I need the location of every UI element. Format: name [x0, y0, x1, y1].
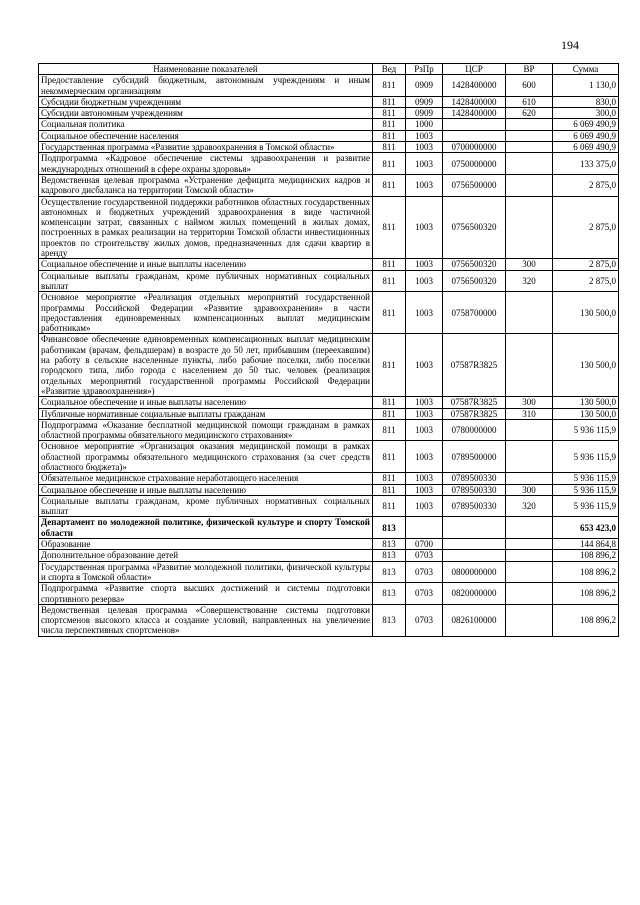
header-rzpr: РзПр — [406, 64, 443, 75]
row-name: Социальное обеспечение и иные выплаты населению — [39, 259, 373, 270]
table-row — [39, 397, 619, 408]
row-name: Финансовое обеспечение единовременных компенсационных выплат медицинским работникам (врачам, фельдшерам) в возрасте до 50 лет, прибывшим (переехавшим) на работу в сельские населенные пункты, либо рабочие поселки, либо поселки городского типа, либо города с населением до 50 тыс. человек (реализация отдельных мероприятий государственной программы Российской Федерации «Развитие здравоохранения») — [39, 334, 373, 397]
row-name: Обязательное медицинское страхование неработающего населения — [39, 473, 373, 484]
table-row — [39, 441, 619, 473]
row-ved: 811 — [373, 397, 406, 408]
row-sum: 130 500,0 — [553, 292, 619, 334]
row-name: Социальное обеспечение и иные выплаты населению — [39, 397, 373, 408]
row-name: Подпрограмма «Развитие спорта высших достижений и системы подготовки спортивного резерва» — [39, 583, 373, 605]
row-name: Социальная политика — [39, 119, 373, 130]
row-rzpr: 1003 — [406, 130, 443, 141]
row-vr — [506, 550, 553, 561]
row-rzpr: 1000 — [406, 119, 443, 130]
row-sum: 1 130,0 — [553, 75, 619, 97]
row-ved: 811 — [373, 473, 406, 484]
row-rzpr: 1003 — [406, 419, 443, 441]
row-sum: 130 500,0 — [553, 397, 619, 408]
budget-table — [38, 63, 619, 637]
table-row — [39, 583, 619, 605]
row-rzpr: 1003 — [406, 153, 443, 175]
row-vr — [506, 539, 553, 550]
row-rzpr: 0703 — [406, 550, 443, 561]
row-sum: 830,0 — [553, 96, 619, 107]
row-vr — [506, 441, 553, 473]
row-name: Социальные выплаты гражданам, кроме публичных нормативных социальных выплат — [39, 270, 373, 292]
table-row — [39, 550, 619, 561]
row-csr: 0789500000 — [443, 441, 506, 473]
row-rzpr: 1003 — [406, 334, 443, 397]
row-csr: 0789500330 — [443, 473, 506, 484]
row-csr: 1428400000 — [443, 108, 506, 119]
row-name: Осуществление государственной поддержки работников областных государственных автономных и бюджетных учреждений здравоохранения в виде частичной компенсации затрат, связанных с наймом жилых помещений в жилых домах, построенных в рамках реализации на территории Томской области инвестиционных проектов по строительству жилых домов, предназначенных для сдачи квартир в аренду — [39, 196, 373, 259]
row-vr — [506, 174, 553, 196]
row-vr — [506, 196, 553, 259]
row-sum: 108 896,2 — [553, 583, 619, 605]
row-name: Ведомственная целевая программа «Совершенствование системы подготовки спортсменов высокого класса и создание условий, направленных на увеличение числа перспективных спортсменов» — [39, 604, 373, 636]
row-sum: 6 069 490,9 — [553, 142, 619, 153]
row-vr: 320 — [506, 495, 553, 517]
row-ved: 811 — [373, 270, 406, 292]
row-csr: 07587R3825 — [443, 334, 506, 397]
row-rzpr — [406, 517, 443, 539]
row-vr: 300 — [506, 484, 553, 495]
row-sum: 108 896,2 — [553, 550, 619, 561]
row-sum: 2 875,0 — [553, 196, 619, 259]
row-name: Государственная программа «Развитие здравоохранения в Томской области» — [39, 142, 373, 153]
table-row — [39, 75, 619, 97]
row-name: Субсидии автономным учреждениям — [39, 108, 373, 119]
row-csr: 1428400000 — [443, 96, 506, 107]
row-ved: 811 — [373, 408, 406, 419]
row-vr — [506, 473, 553, 484]
row-ved: 811 — [373, 108, 406, 119]
row-ved: 813 — [373, 550, 406, 561]
row-ved: 811 — [373, 259, 406, 270]
row-rzpr: 0909 — [406, 75, 443, 97]
row-sum: 108 896,2 — [553, 561, 619, 583]
row-ved: 811 — [373, 196, 406, 259]
row-sum: 133 375,0 — [553, 153, 619, 175]
row-sum: 6 069 490,9 — [553, 130, 619, 141]
row-rzpr: 1003 — [406, 196, 443, 259]
row-vr: 310 — [506, 408, 553, 419]
row-name: Социальное обеспечение населения — [39, 130, 373, 141]
table-row — [39, 495, 619, 517]
row-rzpr: 1003 — [406, 397, 443, 408]
table-row — [39, 119, 619, 130]
row-name: Субсидии бюджетным учреждениям — [39, 96, 373, 107]
row-csr: 0820000000 — [443, 583, 506, 605]
row-sum: 5 936 115,9 — [553, 484, 619, 495]
row-csr — [443, 539, 506, 550]
header-vr: ВР — [506, 64, 553, 75]
row-rzpr: 1003 — [406, 473, 443, 484]
row-vr — [506, 119, 553, 130]
row-ved: 811 — [373, 334, 406, 397]
row-ved: 811 — [373, 441, 406, 473]
row-vr — [506, 142, 553, 153]
table-row — [39, 270, 619, 292]
row-csr: 0826100000 — [443, 604, 506, 636]
row-rzpr: 1003 — [406, 408, 443, 419]
row-name: Социальное обеспечение и иные выплаты населению — [39, 484, 373, 495]
row-csr: 0789500330 — [443, 495, 506, 517]
row-sum: 300,0 — [553, 108, 619, 119]
row-vr — [506, 292, 553, 334]
row-name: Департамент по молодежной политике, физической культуре и спорту Томской области — [39, 517, 373, 539]
row-name: Дополнительное образование детей — [39, 550, 373, 561]
row-sum: 6 069 490,9 — [553, 119, 619, 130]
row-csr: 0750000000 — [443, 153, 506, 175]
table-row — [39, 108, 619, 119]
row-ved: 811 — [373, 153, 406, 175]
row-vr: 300 — [506, 397, 553, 408]
table-row — [39, 539, 619, 550]
table-row — [39, 96, 619, 107]
row-csr: 0756500000 — [443, 174, 506, 196]
table-row — [39, 473, 619, 484]
table-row — [39, 408, 619, 419]
row-vr — [506, 419, 553, 441]
row-rzpr: 0909 — [406, 96, 443, 107]
row-name: Основное мероприятие «Реализация отдельных мероприятий государственной программы Российской Федерации «Развитие здравоохранения» в части предоставления единовременных компенсационных выплат медицинским работникам» — [39, 292, 373, 334]
row-vr: 300 — [506, 259, 553, 270]
row-csr — [443, 550, 506, 561]
row-csr — [443, 119, 506, 130]
table-row — [39, 130, 619, 141]
row-vr: 320 — [506, 270, 553, 292]
row-ved: 811 — [373, 495, 406, 517]
table-row — [39, 484, 619, 495]
table-row — [39, 174, 619, 196]
row-csr: 0758700000 — [443, 292, 506, 334]
row-name: Государственная программа «Развитие молодежной политики, физической культуры и спорта в Томской области» — [39, 561, 373, 583]
row-rzpr: 0703 — [406, 604, 443, 636]
page-number: 194 — [561, 38, 579, 52]
row-rzpr: 1003 — [406, 495, 443, 517]
row-rzpr: 1003 — [406, 259, 443, 270]
row-ved: 811 — [373, 130, 406, 141]
row-vr: 610 — [506, 96, 553, 107]
row-csr: 1428400000 — [443, 75, 506, 97]
row-sum: 5 936 115,9 — [553, 495, 619, 517]
row-sum: 108 896,2 — [553, 604, 619, 636]
row-ved: 811 — [373, 75, 406, 97]
row-name: Образование — [39, 539, 373, 550]
row-rzpr: 0703 — [406, 561, 443, 583]
row-name: Предоставление субсидий бюджетным, автономным учреждениям и иным некоммерческим организациям — [39, 75, 373, 97]
row-sum: 130 500,0 — [553, 408, 619, 419]
table-row — [39, 517, 619, 539]
row-csr — [443, 517, 506, 539]
row-sum: 2 875,0 — [553, 259, 619, 270]
row-csr: 0800000000 — [443, 561, 506, 583]
header-ved: Вед — [373, 64, 406, 75]
table-row — [39, 196, 619, 259]
row-ved: 813 — [373, 583, 406, 605]
row-vr — [506, 153, 553, 175]
row-vr — [506, 604, 553, 636]
row-rzpr: 0703 — [406, 583, 443, 605]
table-row — [39, 259, 619, 270]
row-name: Социальные выплаты гражданам, кроме публичных нормативных социальных выплат — [39, 495, 373, 517]
row-sum: 5 936 115,9 — [553, 473, 619, 484]
row-vr: 620 — [506, 108, 553, 119]
table-row — [39, 153, 619, 175]
row-sum: 2 875,0 — [553, 270, 619, 292]
row-rzpr: 1003 — [406, 142, 443, 153]
row-rzpr: 0700 — [406, 539, 443, 550]
row-name: Подпрограмма «Оказание бесплатной медицинской помощи гражданам в рамках областной программы обязательного медицинского страхования» — [39, 419, 373, 441]
row-ved: 813 — [373, 604, 406, 636]
row-ved: 811 — [373, 96, 406, 107]
row-sum: 2 875,0 — [553, 174, 619, 196]
row-ved: 811 — [373, 119, 406, 130]
row-sum: 653 423,0 — [553, 517, 619, 539]
row-vr — [506, 130, 553, 141]
table-row — [39, 561, 619, 583]
row-vr — [506, 561, 553, 583]
header-sum: Сумма — [553, 64, 619, 75]
header-csr: ЦСР — [443, 64, 506, 75]
row-name: Публичные нормативные социальные выплаты гражданам — [39, 408, 373, 419]
row-rzpr: 1003 — [406, 484, 443, 495]
row-sum: 5 936 115,9 — [553, 419, 619, 441]
row-csr: 0789500330 — [443, 484, 506, 495]
row-csr: 07587R3825 — [443, 397, 506, 408]
row-csr: 0700000000 — [443, 142, 506, 153]
row-rzpr: 1003 — [406, 174, 443, 196]
row-sum: 130 500,0 — [553, 334, 619, 397]
row-rzpr: 0909 — [406, 108, 443, 119]
row-vr — [506, 334, 553, 397]
table-header-row — [39, 64, 619, 75]
row-name: Ведомственная целевая программа «Устранение дефицита медицинских кадров и кадрового дисбаланса на территории Томской области» — [39, 174, 373, 196]
table-row — [39, 334, 619, 397]
row-csr: 0756500320 — [443, 259, 506, 270]
row-name: Основное мероприятие «Организация оказания медицинской помощи в рамках областной программы обязательного медицинского страхования (за счет средств областного бюджета)» — [39, 441, 373, 473]
row-vr — [506, 517, 553, 539]
row-ved: 811 — [373, 142, 406, 153]
row-csr — [443, 130, 506, 141]
row-csr: 0756500320 — [443, 196, 506, 259]
row-name: Подпрограмма «Кадровое обеспечение системы здравоохранения и развитие международных отношений в сфере охраны здоровья» — [39, 153, 373, 175]
row-ved: 813 — [373, 517, 406, 539]
row-csr: 0756500320 — [443, 270, 506, 292]
row-ved: 813 — [373, 539, 406, 550]
row-ved: 811 — [373, 292, 406, 334]
row-rzpr: 1003 — [406, 441, 443, 473]
header-name: Наименование показателей — [39, 64, 373, 75]
row-sum: 5 936 115,9 — [553, 441, 619, 473]
row-csr: 07587R3825 — [443, 408, 506, 419]
table-row — [39, 604, 619, 636]
row-ved: 811 — [373, 419, 406, 441]
row-rzpr: 1003 — [406, 270, 443, 292]
row-vr — [506, 583, 553, 605]
table-row — [39, 142, 619, 153]
row-csr: 0780000000 — [443, 419, 506, 441]
row-ved: 811 — [373, 174, 406, 196]
row-vr: 600 — [506, 75, 553, 97]
row-ved: 811 — [373, 484, 406, 495]
table-row — [39, 292, 619, 334]
row-sum: 144 864,8 — [553, 539, 619, 550]
table-row — [39, 419, 619, 441]
row-rzpr: 1003 — [406, 292, 443, 334]
row-ved: 813 — [373, 561, 406, 583]
